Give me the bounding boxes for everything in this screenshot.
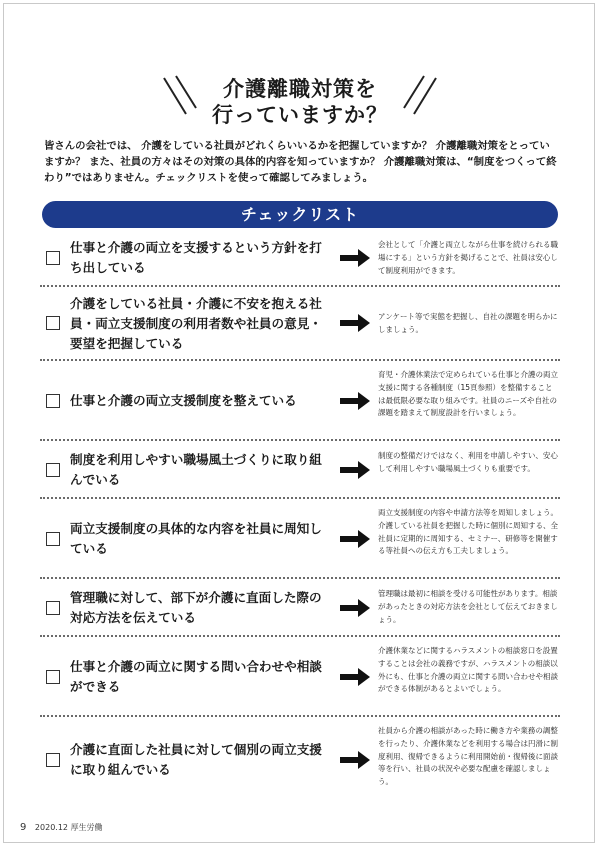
checkbox-icon[interactable] [46, 251, 60, 265]
checklist-item-label: 両立支援制度の具体的な内容を社員に周知している [70, 521, 322, 556]
checklist-item-label: 介護をしている社員・介護に不安を抱える社員・両立支援制度の利用者数や社員の意見・要望を把握している [70, 296, 322, 351]
checklist-row [40, 579, 560, 637]
checklist-item-description: 育児・介護休業法で定められている仕事と介護の両立支援に関する各種制度（15頁参照）を整備することは最低限必要な取り組みです。社員のニーズや自社の課題を踏まえて制度設計を行いましょう。 [378, 370, 558, 418]
checklist-row [40, 637, 560, 717]
checkbox-icon[interactable] [46, 532, 60, 546]
checklist-item-label: 制度を利用しやすい職場風土づくりに取り組んでいる [70, 452, 322, 487]
checkbox-icon[interactable] [46, 394, 60, 408]
checklist-item-label: 介護に直面した社員に対して個別の両立支援に取り組んでいる [70, 742, 322, 777]
checkbox-icon[interactable] [46, 670, 60, 684]
issue-date: 2020.12 [34, 823, 69, 832]
checklist-item-description: 両立支援制度の内容や申請方法等を周知しましょう。介護している社員を把握した時に個別に周知する、全社員に定期的に周知する、セミナー、研修等を開催する等社員への伝え方も工夫しましょう。 [378, 508, 558, 556]
right-arrow-icon [340, 314, 370, 332]
checklist-item-description: アンケート等で実態を把握し、自社の課題を明らかにしましょう。 [378, 312, 558, 334]
right-arrow-icon [340, 249, 370, 267]
title-line-1: 介護離職対策を [223, 77, 377, 101]
checkbox-icon[interactable] [46, 753, 60, 767]
checklist-row [40, 287, 560, 361]
checklist-item-label: 仕事と介護の両立支援制度を整えている [70, 393, 297, 408]
checklist-item-description: 介護休業などに関するハラスメントの相談窓口を設置することは会社の義務ですが、ハラスメントの相談以外にも、仕事と介護の両立に関する問い合わせや相談ができる体制があるとよいでしょう。 [378, 646, 558, 694]
checklist-row [40, 717, 560, 807]
checkbox-icon[interactable] [46, 316, 60, 330]
right-arrow-icon [340, 751, 370, 769]
right-arrow-icon [340, 668, 370, 686]
checklist-item-label: 仕事と介護の両立を支援するという方針を打ち出している [70, 240, 322, 275]
checklist-row [40, 499, 560, 579]
intro-text: 皆さんの会社では、 介護をしている社員がどれくらいいるかを把握していますか？ 介護離職対策をとっていますか？ また、社員の方々はその対策の具体的内容を知っていますか？ 介護離職対策は、“制度をつくって終わり”ではありません。チェックリストを使って確認してみましょう。 [44, 140, 557, 184]
page-number: 9 [20, 822, 27, 833]
checklist-item-label: 仕事と介護の両立に関する問い合わせや相談ができる [70, 659, 322, 694]
magazine-name: 厚生労働 [70, 823, 103, 832]
right-arrow-icon [340, 599, 370, 617]
checkbox-icon[interactable] [46, 601, 60, 615]
checklist-row [40, 441, 560, 499]
page-title [0, 76, 600, 128]
checkbox-icon[interactable] [46, 463, 60, 477]
checklist-item-label: 管理職に対して、部下が介護に直面した際の対応方法を伝えている [70, 590, 322, 625]
right-arrow-icon [340, 461, 370, 479]
checklist-item-description: 制度の整備だけではなく、利用を申請しやすい、安心して利用しやすい職場風土づくりも重要です。 [378, 451, 558, 473]
right-arrow-icon [340, 392, 370, 410]
checklist-item-description: 管理職は最初に相談を受ける可能性があります。相談があったときの対応方法を会社として伝えておきましょう。 [378, 589, 558, 624]
title-line-2: 行っていますか？ [212, 103, 388, 127]
checklist-banner: チェックリスト [42, 201, 558, 228]
right-arrow-icon [340, 530, 370, 548]
checklist-row [40, 361, 560, 441]
page-footer [20, 822, 103, 833]
checklist-item-description: 社員から介護の相談があった時に働き方や業務の調整を行ったり、介護休業などを利用する場合は円滑に制度利用、復帰できるように利用開始前・復帰後に面談等を行い、社員の状況や必要な配慮を確認しましょう。 [378, 726, 558, 787]
checklist [40, 230, 560, 807]
checklist-item-description: 会社として「介護と両立しながら仕事を続けられる職場にする」という方針を掲げることで、社員は安心して制度利用ができます。 [378, 240, 558, 275]
checklist-row [40, 230, 560, 287]
